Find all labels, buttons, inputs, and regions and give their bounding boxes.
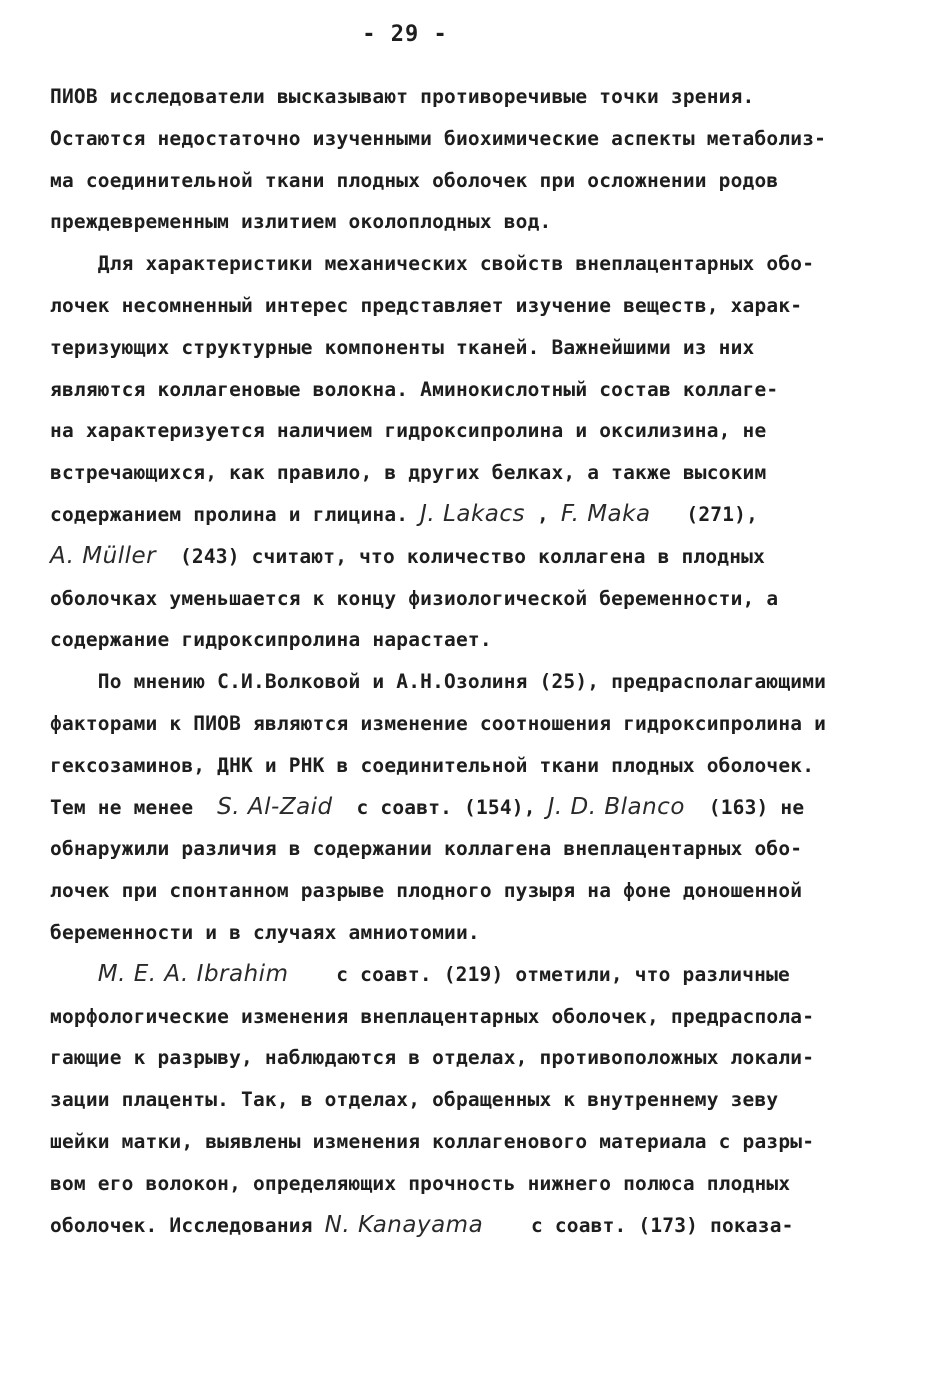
typed-text-segment: Остаются недостаточно изученными биохимические аспекты метаболиз- <box>50 126 827 150</box>
text-line <box>50 410 900 452</box>
typed-text-segment: ПИОВ исследователи высказывают противоречивые точки зрения. <box>50 85 755 108</box>
text-line <box>50 160 900 202</box>
text-line <box>50 1121 900 1163</box>
text-line <box>50 536 900 578</box>
text-line <box>50 1163 900 1205</box>
typed-text-segment: По мнению С.И.Волковой и А.Н.Озолиня (25), предрасполагающими <box>50 670 827 694</box>
text-line <box>50 285 900 327</box>
typed-text-segment: факторами к ПИОВ являются изменение соотношения гидроксипролина и <box>50 711 827 735</box>
text-line <box>50 327 900 369</box>
typed-text-segment: обнаружили различия в содержании коллагена внеплацентарных обо- <box>50 837 803 861</box>
typed-text-segment: являются коллагеновые волокна. Аминокислотный состав коллаге- <box>50 377 779 401</box>
text-line <box>50 369 900 411</box>
handwritten-author-name: J. Lakacs <box>420 500 525 527</box>
text-line <box>50 870 900 912</box>
typed-text-segment: с соавт. (173) показа- <box>483 1213 794 1237</box>
text-line <box>50 912 900 954</box>
typed-text-segment: , <box>525 502 561 526</box>
text-line <box>50 745 900 787</box>
handwritten-author-name: N. Kanayama <box>324 1211 484 1238</box>
text-line <box>50 1205 900 1247</box>
text-line <box>50 787 900 829</box>
text-line <box>50 452 900 494</box>
typed-text-segment: содержание гидроксипролина нарастает. <box>50 628 492 652</box>
text-line <box>50 494 900 536</box>
typed-text-segment: зации плаценты. Так, в отделах, обращенных к внутреннему зеву <box>50 1088 779 1112</box>
typed-text-segment: беременности и в случаях амниотомии. <box>50 920 480 944</box>
typed-text-segment: оболочках уменьшается к концу физиологической беременности, а <box>50 586 779 610</box>
handwritten-author-name: A. Müller <box>50 542 157 569</box>
typed-text-segment: с соавт. (219) отметили, что различные <box>288 962 790 986</box>
typed-text-segment: морфологические изменения внеплацентарных оболочек, предраспола- <box>50 1004 815 1028</box>
typed-text-segment: преждевременным излитием околоплодных вод. <box>50 210 552 234</box>
handwritten-author-name: J. D. Blanco <box>547 793 685 820</box>
text-line <box>50 703 900 745</box>
text-line <box>50 828 900 870</box>
text-line <box>50 996 900 1038</box>
text-line <box>50 661 900 703</box>
body-text <box>50 76 900 1246</box>
text-line <box>50 201 900 243</box>
text-line <box>50 118 900 160</box>
typed-text-segment: на характеризуется наличием гидроксипролина и оксилизина, не <box>50 419 767 443</box>
page-number: - 29 - <box>362 22 448 47</box>
typed-text-segment: теризующих структурные компоненты тканей. Важнейшими из них <box>50 335 755 359</box>
typed-text-segment: вом его волокон, определяющих прочность нижнего полюса плодных <box>50 1171 791 1195</box>
typed-text-segment: с соавт. (154), <box>332 795 548 819</box>
typed-text-segment: лочек несомненный интерес представляет изучение веществ, харак- <box>50 293 803 317</box>
text-line <box>50 578 900 620</box>
typed-text-segment: Тем не менее <box>50 795 218 819</box>
typed-text-segment: лочек при спонтанном разрыве плодного пузыря на фоне доношенной <box>50 879 803 903</box>
typed-text-segment: гексозаминов, ДНК и РНК в соединительной ткани плодных оболочек. <box>50 753 815 777</box>
text-line <box>50 1037 900 1079</box>
handwritten-author-name: M. E. A. Ibrahim <box>97 960 289 987</box>
text-line <box>50 243 900 285</box>
typed-text-segment: (243) считают, что количество коллагена в плодных <box>156 544 766 568</box>
typed-text-segment: Для характеристики механических свойств внеплацентарных обо- <box>50 252 815 276</box>
typed-text-segment: гающие к разрыву, наблюдаются в отделах, противоположных локали- <box>50 1046 815 1070</box>
text-line <box>50 954 900 996</box>
typed-text-segment <box>50 963 98 986</box>
typed-text-segment: встречающихся, как правило, в других белках, а также высоким <box>50 461 767 485</box>
text-line <box>50 619 900 661</box>
typed-text-segment: (163) не <box>684 795 805 819</box>
typed-text-segment: ма соединительной ткани плодных оболочек при осложнении родов <box>50 168 779 192</box>
typed-text-segment: содержанием пролина и глицина. <box>50 502 421 526</box>
typed-text-segment: (271), <box>650 502 759 526</box>
typed-text-segment: шейки матки, выявлены изменения коллагенового материала с разры- <box>50 1129 815 1153</box>
handwritten-author-name: S. Al-Zaid <box>217 793 333 820</box>
handwritten-author-name: F. Maka <box>560 500 651 527</box>
text-line <box>50 76 900 118</box>
text-line <box>50 1079 900 1121</box>
typed-text-segment: оболочек. Исследования <box>50 1213 325 1237</box>
